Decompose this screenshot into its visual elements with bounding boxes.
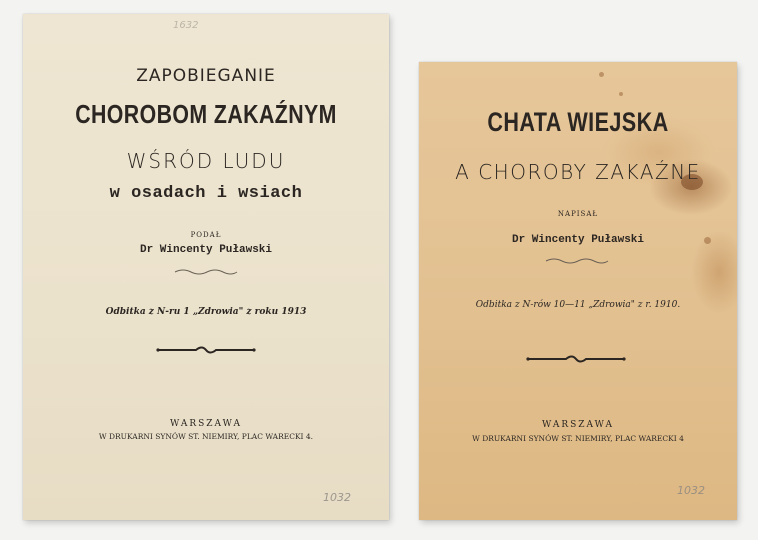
offprint-note: Odbitka z N-ru 1 „Zdrowia" z roku 1913 [105, 307, 307, 317]
small-ornament [173, 267, 239, 277]
title-line-4: w osadach i wsiach [109, 184, 303, 203]
booklet-zapobieganie [23, 14, 389, 520]
author-name: Dr Wincenty Puławski [139, 244, 273, 256]
offprint-note: Odbitka z N-rów 10—11 „Zdrowia" z r. 1910. [475, 300, 681, 310]
author-name: Dr Wincenty Puławski [511, 234, 645, 246]
imprint-city: WARSZAWA [170, 419, 242, 429]
divider-ornament [156, 344, 256, 356]
title-line-1: CHATA WIEJSKA [487, 107, 669, 137]
title-line-3: WŚRÓD LUDU [126, 149, 286, 173]
title-line-2: A CHOROBY ZAKAŹNE [455, 160, 701, 184]
byline-label: NAPISAŁ [557, 210, 599, 218]
booklet-chata-wiejska [419, 62, 737, 520]
pencil-note-bottom: 1032 [677, 484, 705, 497]
pencil-note-top: 1632 [173, 20, 199, 31]
stain-spot [619, 92, 623, 96]
small-ornament [544, 256, 610, 266]
title-line-1: ZAPOBIEGANIE [136, 66, 276, 86]
title-line-2: CHOROBOM ZAKAŹNYM [75, 99, 337, 129]
stain-spot [599, 72, 604, 77]
imprint-printer: W DRUKARNI SYNÓW ST. NIEMIRY, PLAC WARECKI 4 [472, 434, 684, 443]
divider-ornament [526, 353, 626, 365]
imprint-printer: W DRUKARNI SYNÓW ST. NIEMIRY, PLAC WARECKI 4. [98, 432, 314, 441]
imprint-city: WARSZAWA [542, 420, 614, 430]
pencil-note-bottom: 1032 [323, 491, 351, 504]
byline-label: PODAŁ [190, 231, 222, 239]
